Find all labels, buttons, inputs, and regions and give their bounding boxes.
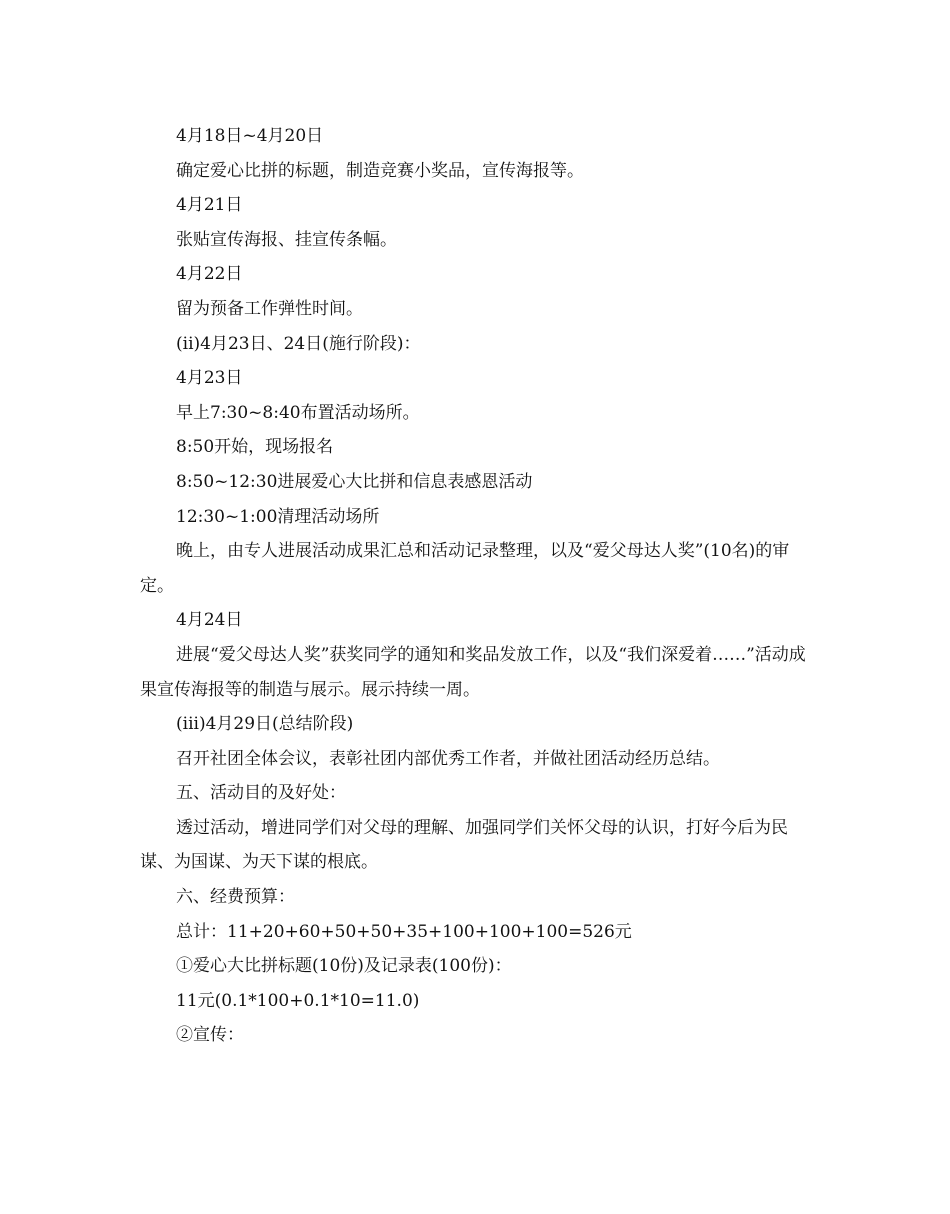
paragraph: 4月24日 [176,610,243,631]
paragraph: 早上7:30~8:40布置活动场所。 [176,402,420,423]
paragraph: 晚上，由专人进展活动成果汇总和活动记录整理，以及“爱父母达人奖”(10名)的审定。 [140,541,790,596]
paragraph: 五、活动目的及好处： [176,783,346,804]
paragraph: 12:30~1:00清理活动场所 [176,506,380,527]
paragraph: 11元(0.1*100+0.1*10=11.0) [176,990,420,1011]
paragraph: 4月22日 [176,264,243,285]
paragraph: (iii)4月29日(总结阶段) [176,714,354,735]
paragraph: (ii)4月23日、24日(施行阶段)： [176,333,421,354]
document-body [140,119,820,1053]
paragraph: 4月18日~4月20日 [176,126,324,146]
paragraph: 张贴宣传海报、挂宣传条幅。 [176,229,397,250]
paragraph: 4月23日 [176,368,243,389]
paragraph: ②宣传： [176,1025,244,1046]
paragraph: 确定爱心比拼的标题，制造竞赛小奖品，宣传海报等。 [176,160,584,181]
paragraph: 4月21日 [176,195,243,216]
paragraph: 召开社团全体会议，表彰社团内部优秀工作者，并做社团活动经历总结。 [176,748,720,769]
paragraph: ①爱心大比拼标题(10份)及记录表(100份)： [176,956,512,977]
paragraph: 留为预备工作弹性时间。 [176,298,363,319]
paragraph: 进展“爱父母达人奖”获奖同学的通知和奖品发放工作，以及“我们深爱着……”活动成果宣传海报等的制造与展示。展示持续一周。 [140,644,806,700]
paragraph: 透过活动，增进同学们对父母的理解、加强同学们关怀父母的认识，打好今后为民谋、为国谋、为天下谋的根底。 [140,817,788,873]
paragraph: 六、经费预算： [176,887,295,908]
paragraph: 8:50开始，现场报名 [176,437,334,458]
paragraph: 总计：11+20+60+50+50+35+100+100+100=526元 [176,921,632,942]
paragraph: 8:50~12:30进展爱心大比拼和信息表感恩活动 [176,471,533,492]
